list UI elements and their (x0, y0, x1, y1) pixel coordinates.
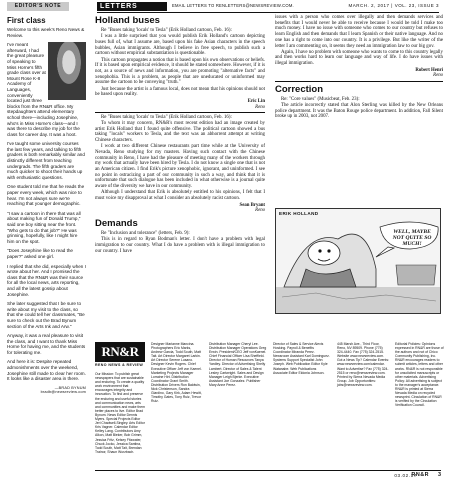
masthead-staff-column: Distribution Manager Cheryl Lee. Distribution Manager Operations Greg Erwin. President/CEO Jeff vonKaenel. Chief Financial Officer Lisa Sheffield. Director of Human Resources Tanya Yardley. Director of Advertising Shelly Lambert. Director of Sales & Talent Lesley Cartwright. Sales and Design Manager Leigh Bjerke. Executive Assistant Joe Gonzalez. Publisher Mary Anne Perez. (209, 342, 267, 387)
letter-heading-holland-buses: Holland buses (95, 15, 160, 26)
correction-paragraph: The article incorrectly stated that Alon Sterling was killed by the New Orleans police department. It was the Baton Rouge police department. In addition, Fall Silent broke up in 2003, not 2007. (275, 102, 443, 120)
masthead-contact-column: 445 Marsh Ave., Third Floor, Reno, NV 89509. Phone (775) 324-4440. Fax (775) 324-2515. Website www.newsreview.com. Got a News Tip? Calendar Events: www.newsreview.com/calendar. Want to Advertise? Fax (775) 324-2515 or reno@newsreview.com. Printed by Sierra Nevada Media Group. Job Opportunities: jobs@newsreview.com. (337, 342, 390, 387)
editors-note-paragraph: Anyway, it was a real pleasure to visit the class, and I want to thank Miss Horne for having me, and the students for tolerating me. (7, 333, 86, 355)
editors-note-paragraph: She later suggested that I be sure to write about my visit to the class, so that she could tell her classmates, "Be sure to check out the Brad Bynum section of the Arts Ink and Arw." (7, 301, 85, 329)
letter-paragraph: Again, I have no problem with someone who wants to come to this country legally and then works hard to learn our language and way of life. I do have issues with illegal immigration. (275, 49, 443, 67)
editors-note-paragraph: Welcome to this week's Reno News & Review. (7, 27, 85, 38)
letter-signature (275, 68, 443, 79)
cartoon-caption: WELL, MAYBE NOT QUITE SO MUCH! (392, 229, 432, 247)
masthead-staff-column: Our Mission: To publish great newspapers that are sustainable and enduring. To create a quality work environment that encourages integrity and innovation. To find and preserve the enduring and useful stories and communication news, arts and communities and make them better places to live. Editor Brad Bynum. News Editor Dennis Myers. Special Projects Editor Jeri Chadwell-Singley. Arts Editor Kris Vagner. Calendar Editor Kelley Lang. Contributors Amy Alkon, Matt Bieker, Bob Grimm, Jessica Fritz, Kelsey Fitzwater, Chuck Jocko, Jessica Santina, Todd South, Matt Tait, Brendan Trainor, Shaun Wurzbach. (95, 372, 145, 454)
letter-signature (95, 203, 265, 214)
signature-city: Reno (255, 104, 265, 110)
editor-portrait-photo (48, 42, 86, 100)
editorial-cartoon (275, 208, 441, 314)
header-rule (97, 12, 439, 13)
section-tag-editors-note: EDITOR'S NOTE (7, 2, 69, 11)
masthead-staff-column: Designer Marianne Mancina. Photographers Eric Marks, Andrew Garcia, Todd South, Matt Tait. Art Director Margaret Larkin. Art Director Serene Lusano. Designer Kevin Rogers. Chief Executive Officer Jeff von Kaenel. Marketing Projects Manager Lorraine Hirt. Distribution Coordinator Grant Smith. Distribution Drivers Ron Baldwin, Nick Christenson, Sandra Giardino, Gary Kirk, Adam Hewitt, Timothy Gates, Tony Ruiz, Trevor Ruiz. (151, 342, 202, 404)
footer-date: 03.02.17 (394, 473, 417, 478)
editors-note-paragraph: "Does Josephine like to read the paper?" asked one girl. (7, 248, 73, 259)
cartoon-illustration (276, 209, 441, 314)
signature-name: Robert Henri (415, 67, 443, 73)
editors-note-paragraph: One student told me that he reads the paper every week, which was nice to hear. I'm not always sure we're reaching that younger demographic. (7, 184, 85, 207)
footer-publication: RN&R (411, 472, 429, 478)
editors-note-body (7, 27, 86, 382)
editors-note-paragraph: I replied that she did, especially when I wrote about her. And I promised the class that the RN&R was their source for all the local news, arts reporting, and all the latest gossip about Josephine. (7, 263, 86, 297)
divider (95, 112, 265, 113)
editors-note-paragraph: I've meant afterward, I had the great pleasure of speaking to Miss Horne's fifth grade class over at Mount Rose K-8 Academy of Languages, conveniently located just three blocks from the RN&R office. My stepdaughters attend elementary school there—including Josephine, who's in Miss Horne's class—and I was there to describe my job for the class for career day. It was a hoot. (7, 42, 80, 137)
correction-paragraph: Re: "Core values" (Musicbeat, Feb. 23): (281, 96, 360, 102)
editors-note-paragraph: "I saw a cartoon in there that was all about making fun of Donald Trump," said one boy sitting near the front. "Who gets to do that job?" He was grinning, hopefully, like I might hire him on the spot. (7, 210, 81, 244)
masthead-staff-column: Director of Sales & Service Alexis Hosking. Payroll & Benefits Coordinator Miranda Perez. Newsroom Assistant Karl Dominguez. Systems Support Specialist John Joseph. Web Publication Editor Kyle Watanabe. Web Publications Associate Editor Eldonia Johnson. (273, 342, 330, 375)
letter-paragraph: Re "Buses taking 'locals' to Tesla" (Erik Holland cartoon, Feb. 16): (101, 114, 232, 120)
letters-email-line: EMAIL LETTERS TO RENLETTERS@NEWSREVIEW.COM. (172, 3, 294, 8)
editors-note-paragraph: And here it is: Despite repeated admonishments over the weekend, Josephine still made to clear her room. It looks like a disaster area in there. (7, 359, 86, 382)
letters-column-2 (275, 15, 443, 120)
letter-paragraph: To whom it may concern, RN&R's most recent edition had an image created by artist Erik Holland that I found quite offensive. The political cartoon showed a bus taking "locals" workers to Tesla, and the text was an abhorrent attempt at writing Chinese characters. (95, 120, 265, 144)
masthead-logo-block (95, 342, 145, 367)
masthead (95, 342, 445, 466)
letters-column-1 (95, 15, 265, 255)
cartoon-artist-label: ERIK HOLLAND (279, 211, 319, 216)
footer-page-number: 3 (438, 472, 441, 478)
editors-note-signature (7, 386, 86, 394)
signature-name: Eric Lin (247, 98, 265, 104)
letter-heading-demands: Demands (95, 217, 138, 229)
editor-email-link[interactable]: bradb@newsreview.com (40, 389, 86, 394)
page-footer (95, 470, 441, 479)
masthead-policies-column: Editorial Policies: Opinions expressed in RN&R are those of the authors and not of Chico Community Publishing, Inc. RN&R encourages readers to submit articles, letters and other works. RN&R is not responsible for unsolicited manuscripts or other materials. Advertising Policy: All advertising is subject to the manager's acceptance. RN&R is printed at Sierra Nevada Media on recycled newsprint. Circulation of RN&R is verified by the Circulation Verification Council. (395, 342, 444, 408)
letter-paragraph: Re "Inclusion and tolerance" (letters, Feb. 9): (101, 230, 190, 236)
letter-paragraph: I work at two different Chinese restaurants part time while at the University of Nevada, Reno studying for my masters. Having such contact with the Chinese community in Reno, I have had the pleasure of meeting many of the workers through my work that actually have been hired by Tesla. I do not know a single one that is not an American citizen. I find Erik's picture xenophobic, ignorant, and uninformed. I see no point in ostracizing a part of our community in such a way, and think that it is unfortunate that such dialogue has been included in what otherwise is a journal quite aware of the diversity we have in our community. (95, 144, 265, 190)
letter-paragraph: I was a little surprised that you would publish Erik Holland's cartoon depicting buses full of, what I assume are, based upon his fake Asian characters in the speech bubbles, Asian immigrants. Although I believe in free speech, to publish such a cartoon without empirical substantiation is questionable. (95, 34, 265, 57)
letter-paragraph: This cartoon propagates a notion that is based upon his own observations or beliefs. If it is based upon empirical evidence, it should be stated somewhere. However, if it is not, as a source of news and information, you are promoting "alternative facts" and xenophobia. This is a problem, as people that are uneducated or uninformed may assume the cartoon to be conveying "truth." (95, 57, 265, 86)
divider (275, 81, 443, 82)
rnr-logo: RN&R (95, 342, 145, 362)
page-header (0, 0, 449, 14)
letter-paragraph: This is in regard to Ryan Bodman's letter. I don't have a problem with legal immigration to our country. What I do have a problem with is illegal immigration to our country. I have (95, 237, 265, 254)
signature-name: Sean Bryant (239, 202, 265, 208)
editors-note (7, 14, 86, 394)
correction-heading: Correction (275, 83, 324, 95)
editors-note-title: First class (7, 16, 46, 25)
letter-paragraph: issues with a person who comes over illegally and then demands services and benefits that I would never be able to receive because I would be told I make too much money. I have no issue with someone who comes to our country but refuses to learn English and then demands that I learn Spanish or their native language. And no one has a right to come into our country. It is a privilege. But like the writer of the letter I am commenting on, it seems they need an immigration law to our big gov. (275, 15, 443, 49)
letter-paragraph: Although I understand that Erik is absolutely entitled to his opinions, I felt that I must voice my disapproval at what I consider an absolutely racist cartoon. (95, 190, 265, 202)
letter-signature (95, 99, 265, 110)
section-title-letters: LETTERS (97, 2, 167, 11)
letter-paragraph: Just because the artist is a famous local, does not mean that his opinions should not be based upon reality. (95, 86, 265, 98)
signature-city: Reno (433, 73, 443, 79)
editor-name: —BRAD BYNUM (54, 385, 86, 390)
editors-note-paragraph: I've taught some university courses the last few years, and talking to fifth graders is both remarkably similar and distinctly different from teaching undergrads. The fifth graders are much quicker to shoot their hands up with enthusiastic questions. (7, 141, 85, 180)
rnr-logo-subtitle: RENO NEWS & REVIEW (95, 363, 144, 367)
issue-line: MARCH. 2, 2017 | VOL. 23, ISSUE 3 (348, 3, 439, 8)
letter-paragraph: Re "Buses taking 'locals' to Tesla" (Erik Holland cartoon, Feb. 16): (101, 28, 232, 33)
signature-city: Reno (255, 208, 265, 214)
